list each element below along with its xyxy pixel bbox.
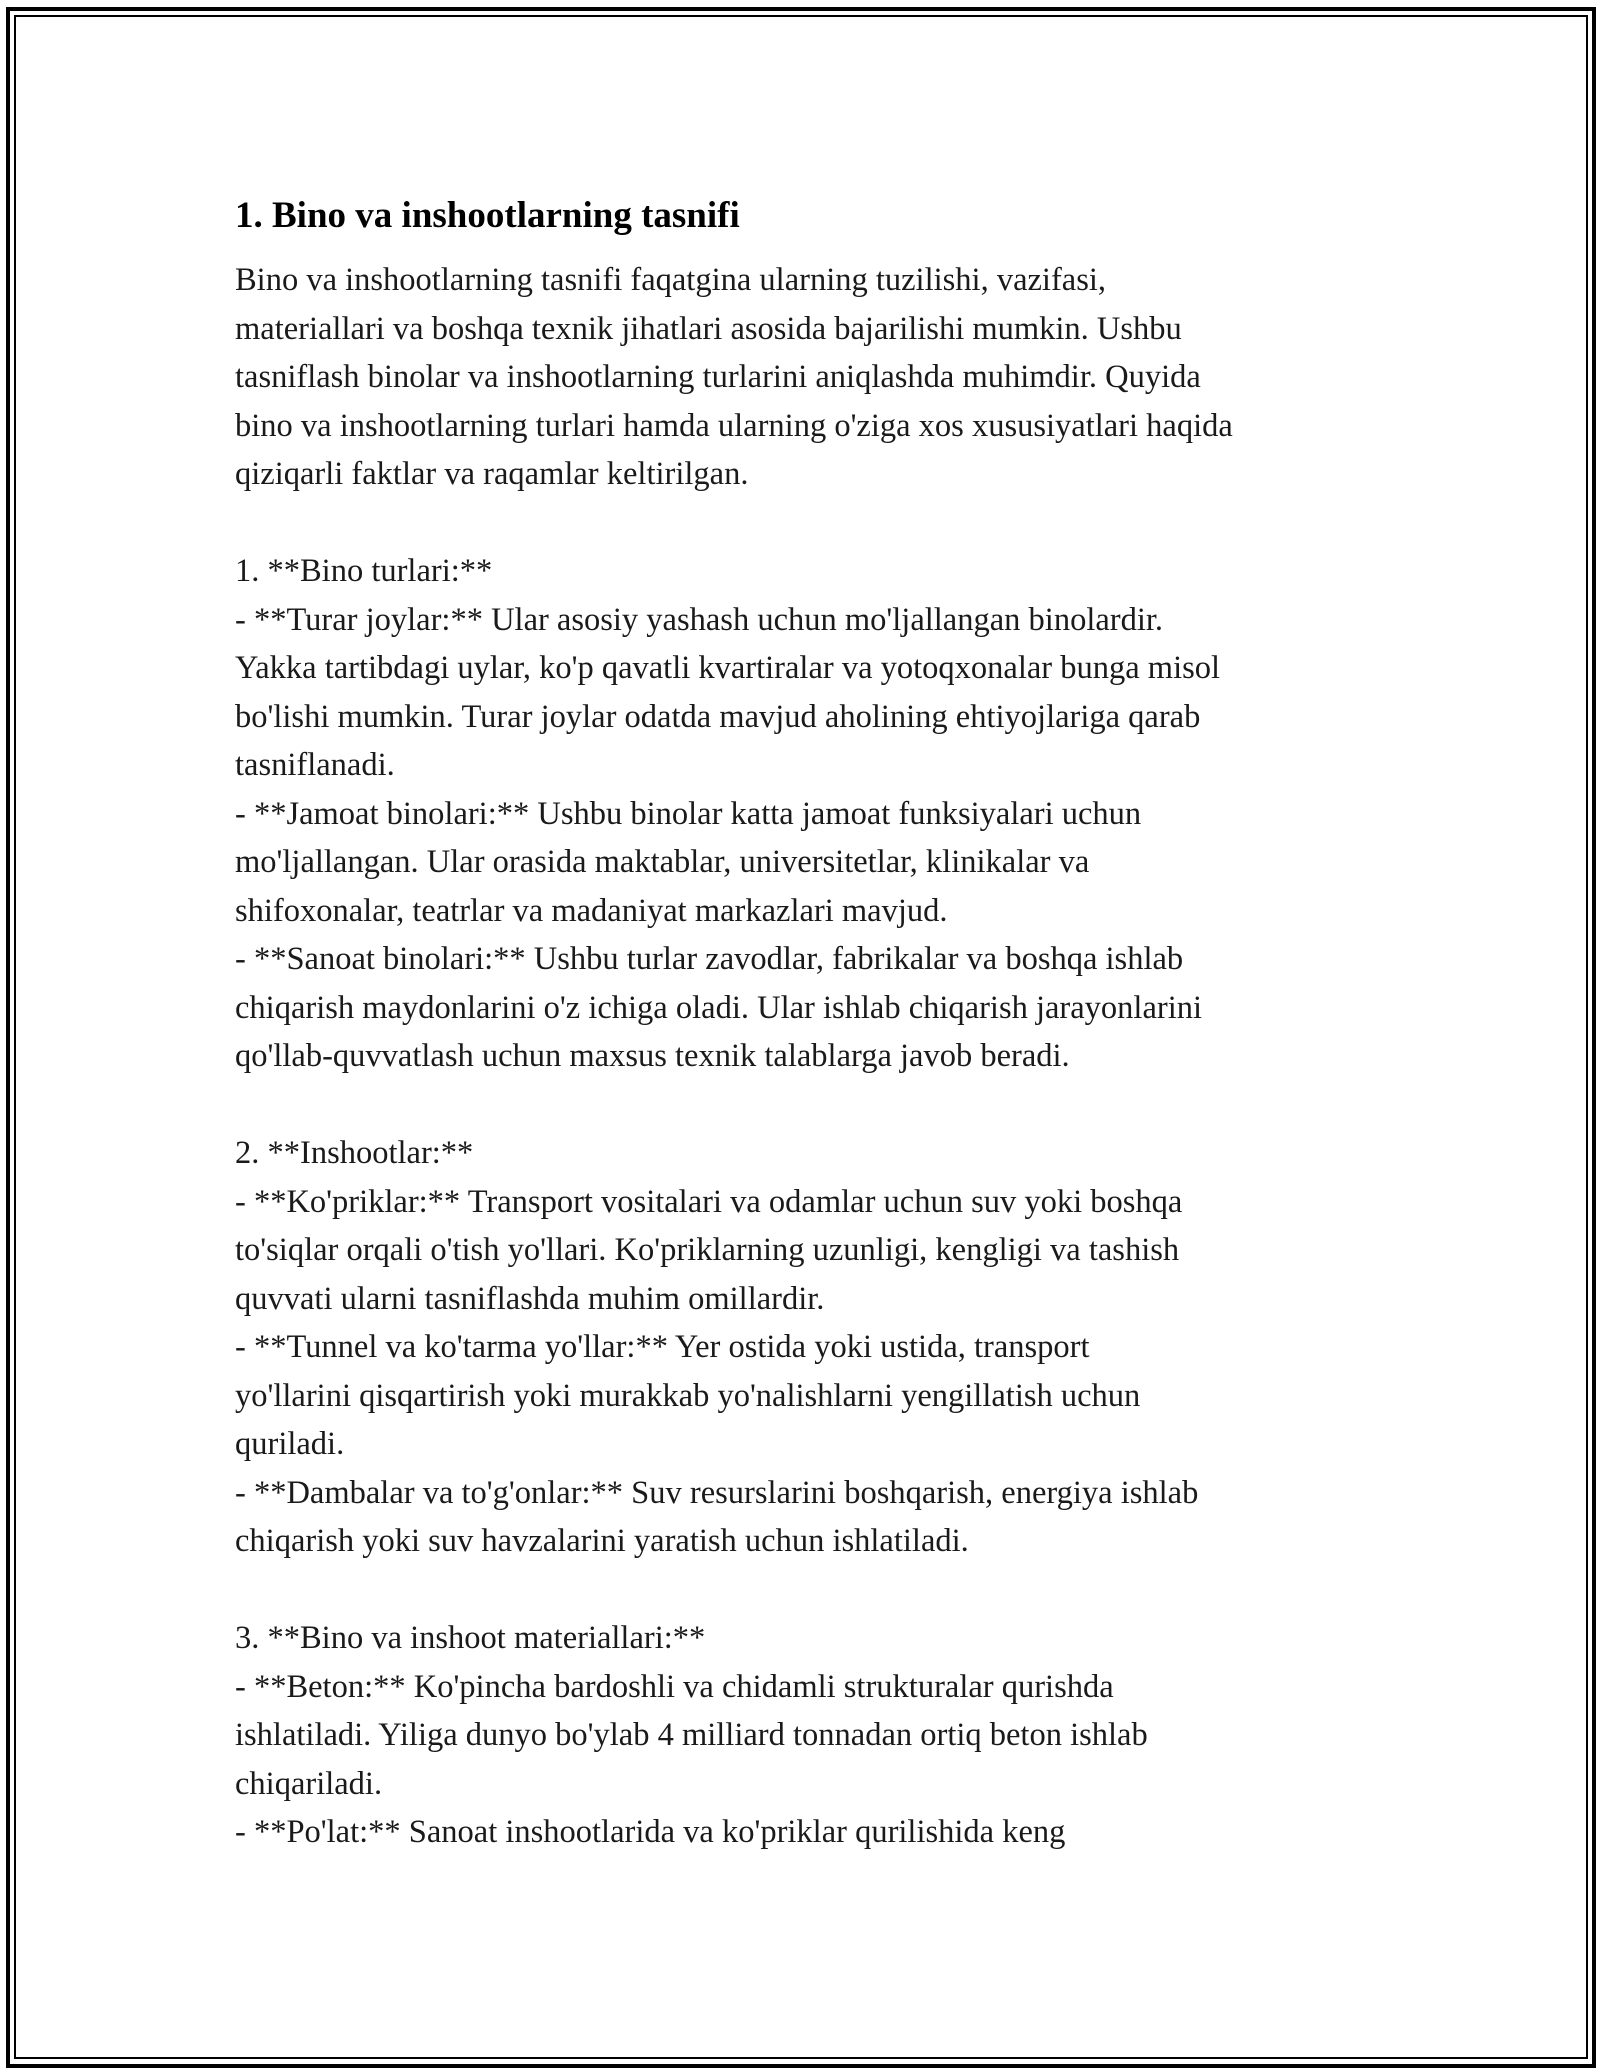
document-body: Bino va inshootlarning tasnifi faqatgina ularning tuzilishi, vazifasi, materiallari va boshqa texnik jihatlari asosida bajarilishi mumkin. Ushbu tasniflash binolar va inshootlarning turlarini aniqlashda muhimdir. Quyida bino va inshootlarning turlari hamda ularning o'ziga xos xususiyatlari haqida qiziqarli faktlar va raqamlar keltirilgan. 1. **Bino turlari:** - **Turar joylar:** Ular asosiy yashash uchun mo'ljallangan binolardir. Yakka tartibdagi uylar, ko'p qavatli kvartiralar va yotoqxonalar bunga misol bo'lishi mumkin. Turar joylar odatda mavjud aholining ehtiyojlariga qarab tasniflanadi. - **Jamoat binolari:** Ushbu binolar katta jamoat funksiyalari uchun mo'ljallangan. Ular orasida maktablar, universitetlar, klinikalar va shifoxonalar, teatrlar va madaniyat markazlari mavjud. - **Sanoat binolari:** Ushbu turlar zavodlar, fabrikalar va boshqa ishlab chiqarish maydonlarini o'z ichiga oladi. Ular ishlab chiqarish jarayonlarini qo'llab-quvvatlash uchun maxsus texnik talablarga javob beradi. 2. **Inshootlar:** - **Ko'priklar:** Transport vositalari va odamlar uchun suv yoki boshqa to'siqlar orqali o'tish yo'llari. Ko'priklarning uzunligi, kengligi va tashish quvvati ularni tasniflashda muhim omillardir. - **Tunnel va ko'tarma yo'llar:** Yer ostida yoki ustida, transport yo'llarini qisqartirish yoki murakkab yo'nalishlarni yengillatish uchun quriladi. - **Dambalar va to'g'onlar:** Suv resurslarini boshqarish, energiya ishlab chiqarish yoki suv havzalarini yaratish uchun ishlatiladi. 3. **Bino va inshoot materiallari:** - **Beton:** Ko'pincha bardoshli va chidamli strukturalar qurishda ishlatiladi. Yiliga dunyo bo'ylab 4 milliard tonnadan ortiq beton ishlab chiqariladi. - **Po'lat:** Sanoat inshootlarida va ko'priklar qurilishida keng [235,262,1233,1850]
document-content [235,190,1395,1857]
section-title: 1. Bino va inshootlarning tasnifi [235,195,740,236]
